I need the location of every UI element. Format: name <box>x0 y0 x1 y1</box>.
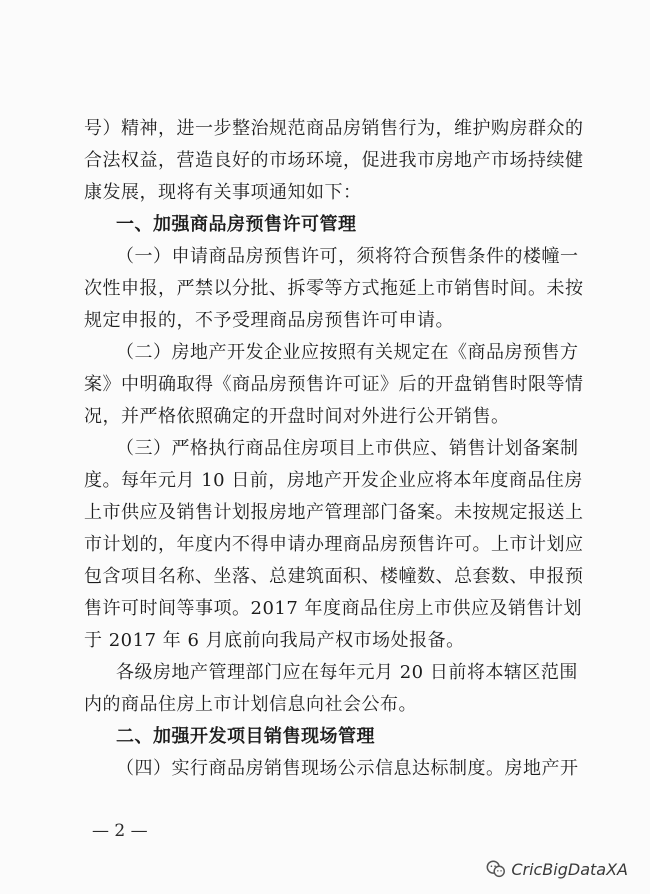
section-heading: 二、加强开发项目销售现场管理 <box>116 726 375 747</box>
section-heading: 一、加强商品房预售许可管理 <box>116 214 357 235</box>
wechat-icon <box>485 858 507 880</box>
body-line: 售许可时间等事项。2017 年度商品住房上市供应及销售计划 <box>84 598 583 619</box>
body-line: 内的商品住房上市计划信息向社会公布。 <box>84 694 417 715</box>
body-line: 况，并严格依照确定的开盘时间对外进行公开销售。 <box>84 406 510 427</box>
body-line: 案》中明确取得《商品房预售许可证》后的开盘销售时限等情 <box>84 374 584 395</box>
body-line: 号）精神，进一步整治规范商品房销售行为，维护购房群众的 <box>84 118 584 139</box>
body-line: （二）房地产开发企业应按照有关规定在《商品房预售方 <box>116 342 579 363</box>
body-line: 市计划的，年度内不得申请办理商品房预售许可。上市计划应 <box>84 534 584 555</box>
body-line: 康发展，现将有关事项通知如下： <box>84 182 362 203</box>
body-line: （一）申请商品房预售许可，须将符合预售条件的楼幢一 <box>116 246 579 267</box>
body-line: 包含项目名称、坐落、总建筑面积、楼幢数、总套数、申报预 <box>84 566 584 587</box>
body-line: 上市供应及销售计划报房地产管理部门备案。未按规定报送上 <box>84 502 584 523</box>
body-line: 度。每年元月 10 日前，房地产开发企业应将本年度商品住房 <box>84 470 583 491</box>
body-line: （四）实行商品房销售现场公示信息达标制度。房地产开 <box>116 758 579 779</box>
watermark-text: CricBigDataXA <box>511 859 628 879</box>
watermark <box>485 858 628 880</box>
body-line: （三）严格执行商品住房项目上市供应、销售计划备案制 <box>116 438 579 459</box>
body-line: 于 2017 年 6 月底前向我局产权市场处报备。 <box>84 630 465 651</box>
body-line: 规定申报的，不予受理商品房预售许可申请。 <box>84 310 454 331</box>
body-line: 各级房地产管理部门应在每年元月 20 日前将本辖区范围 <box>116 662 578 683</box>
page-number: — 2 — <box>92 821 148 841</box>
body-line: 次性申报，严禁以分批、拆零等方式拖延上市销售时间。未按 <box>84 278 584 299</box>
body-line: 合法权益，营造良好的市场环境，促进我市房地产市场持续健 <box>84 150 584 171</box>
